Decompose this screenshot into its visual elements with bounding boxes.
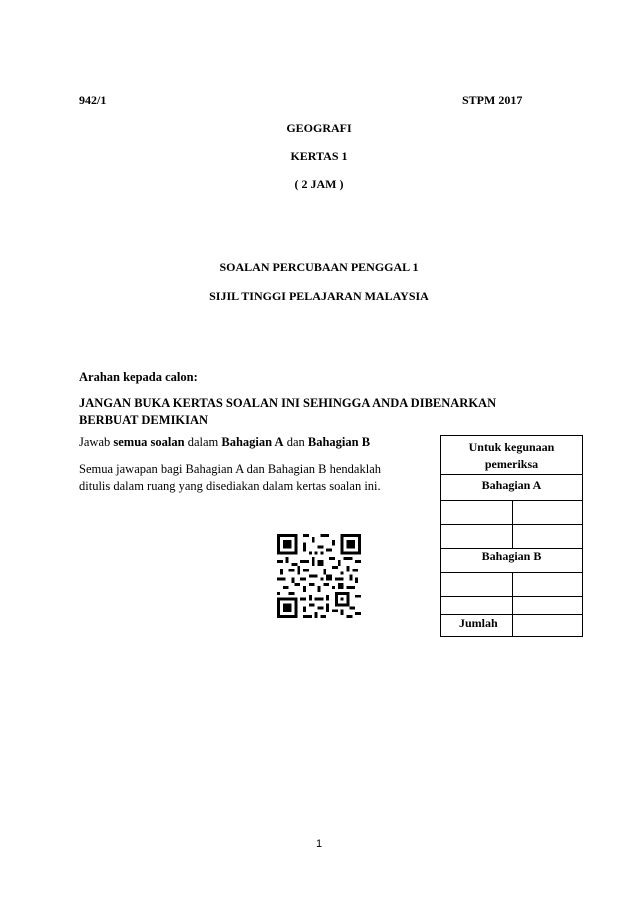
instr-emph: Bahagian A bbox=[221, 435, 284, 449]
section-a-header: Bahagian A bbox=[441, 475, 583, 501]
section-b-mark-cell bbox=[441, 597, 513, 615]
qr-code bbox=[277, 534, 361, 618]
instruction-answer-all bbox=[79, 434, 439, 451]
section-a-mark-cell bbox=[441, 501, 513, 525]
section-b-mark-cell bbox=[513, 573, 583, 597]
exam-title: SOALAN PERCUBAAN PENGGAL 1 bbox=[219, 260, 419, 274]
marking-table-title: Untuk kegunaan pemeriksa bbox=[441, 436, 583, 475]
instr-text: dalam bbox=[184, 435, 222, 449]
section-a-mark-cell bbox=[441, 525, 513, 549]
paper-number: KERTAS 1 bbox=[290, 149, 348, 163]
duration: ( 2 JAM ) bbox=[294, 177, 344, 191]
section-b-mark-cell bbox=[513, 597, 583, 615]
section-a-mark-cell bbox=[513, 501, 583, 525]
paper-code: 942/1 bbox=[79, 93, 107, 107]
exam-year: STPM 2017 bbox=[462, 93, 523, 107]
page-number: 1 bbox=[315, 838, 323, 850]
subject-title: GEOGRAFI bbox=[286, 121, 352, 135]
section-b-header: Bahagian B bbox=[441, 549, 583, 573]
section-a-mark-cell bbox=[513, 525, 583, 549]
examiner-marking-table bbox=[440, 435, 583, 637]
section-b-mark-cell bbox=[441, 573, 513, 597]
total-label: Jumlah bbox=[441, 615, 513, 637]
instructions-warning: JANGAN BUKA KERTAS SOALAN INI SEHINGGA ANDA DIBENARKAN BERBUAT DEMIKIAN bbox=[79, 396, 497, 427]
instr-emph: semua soalan bbox=[113, 435, 185, 449]
certificate-title: SIJIL TINGGI PELAJARAN MALAYSIA bbox=[209, 289, 429, 303]
instr-emph: Bahagian B bbox=[307, 435, 371, 449]
instructions-heading: Arahan kepada calon: bbox=[79, 370, 198, 384]
total-mark-cell bbox=[513, 615, 583, 637]
instr-text: Jawab bbox=[79, 435, 114, 449]
instr-text: dan bbox=[283, 435, 308, 449]
instruction-answer-space: Semua jawapan bagi Bahagian A dan Bahagian B hendaklah ditulis dalam ruang yang disediakan dalam kertas soalan ini. bbox=[79, 462, 381, 493]
